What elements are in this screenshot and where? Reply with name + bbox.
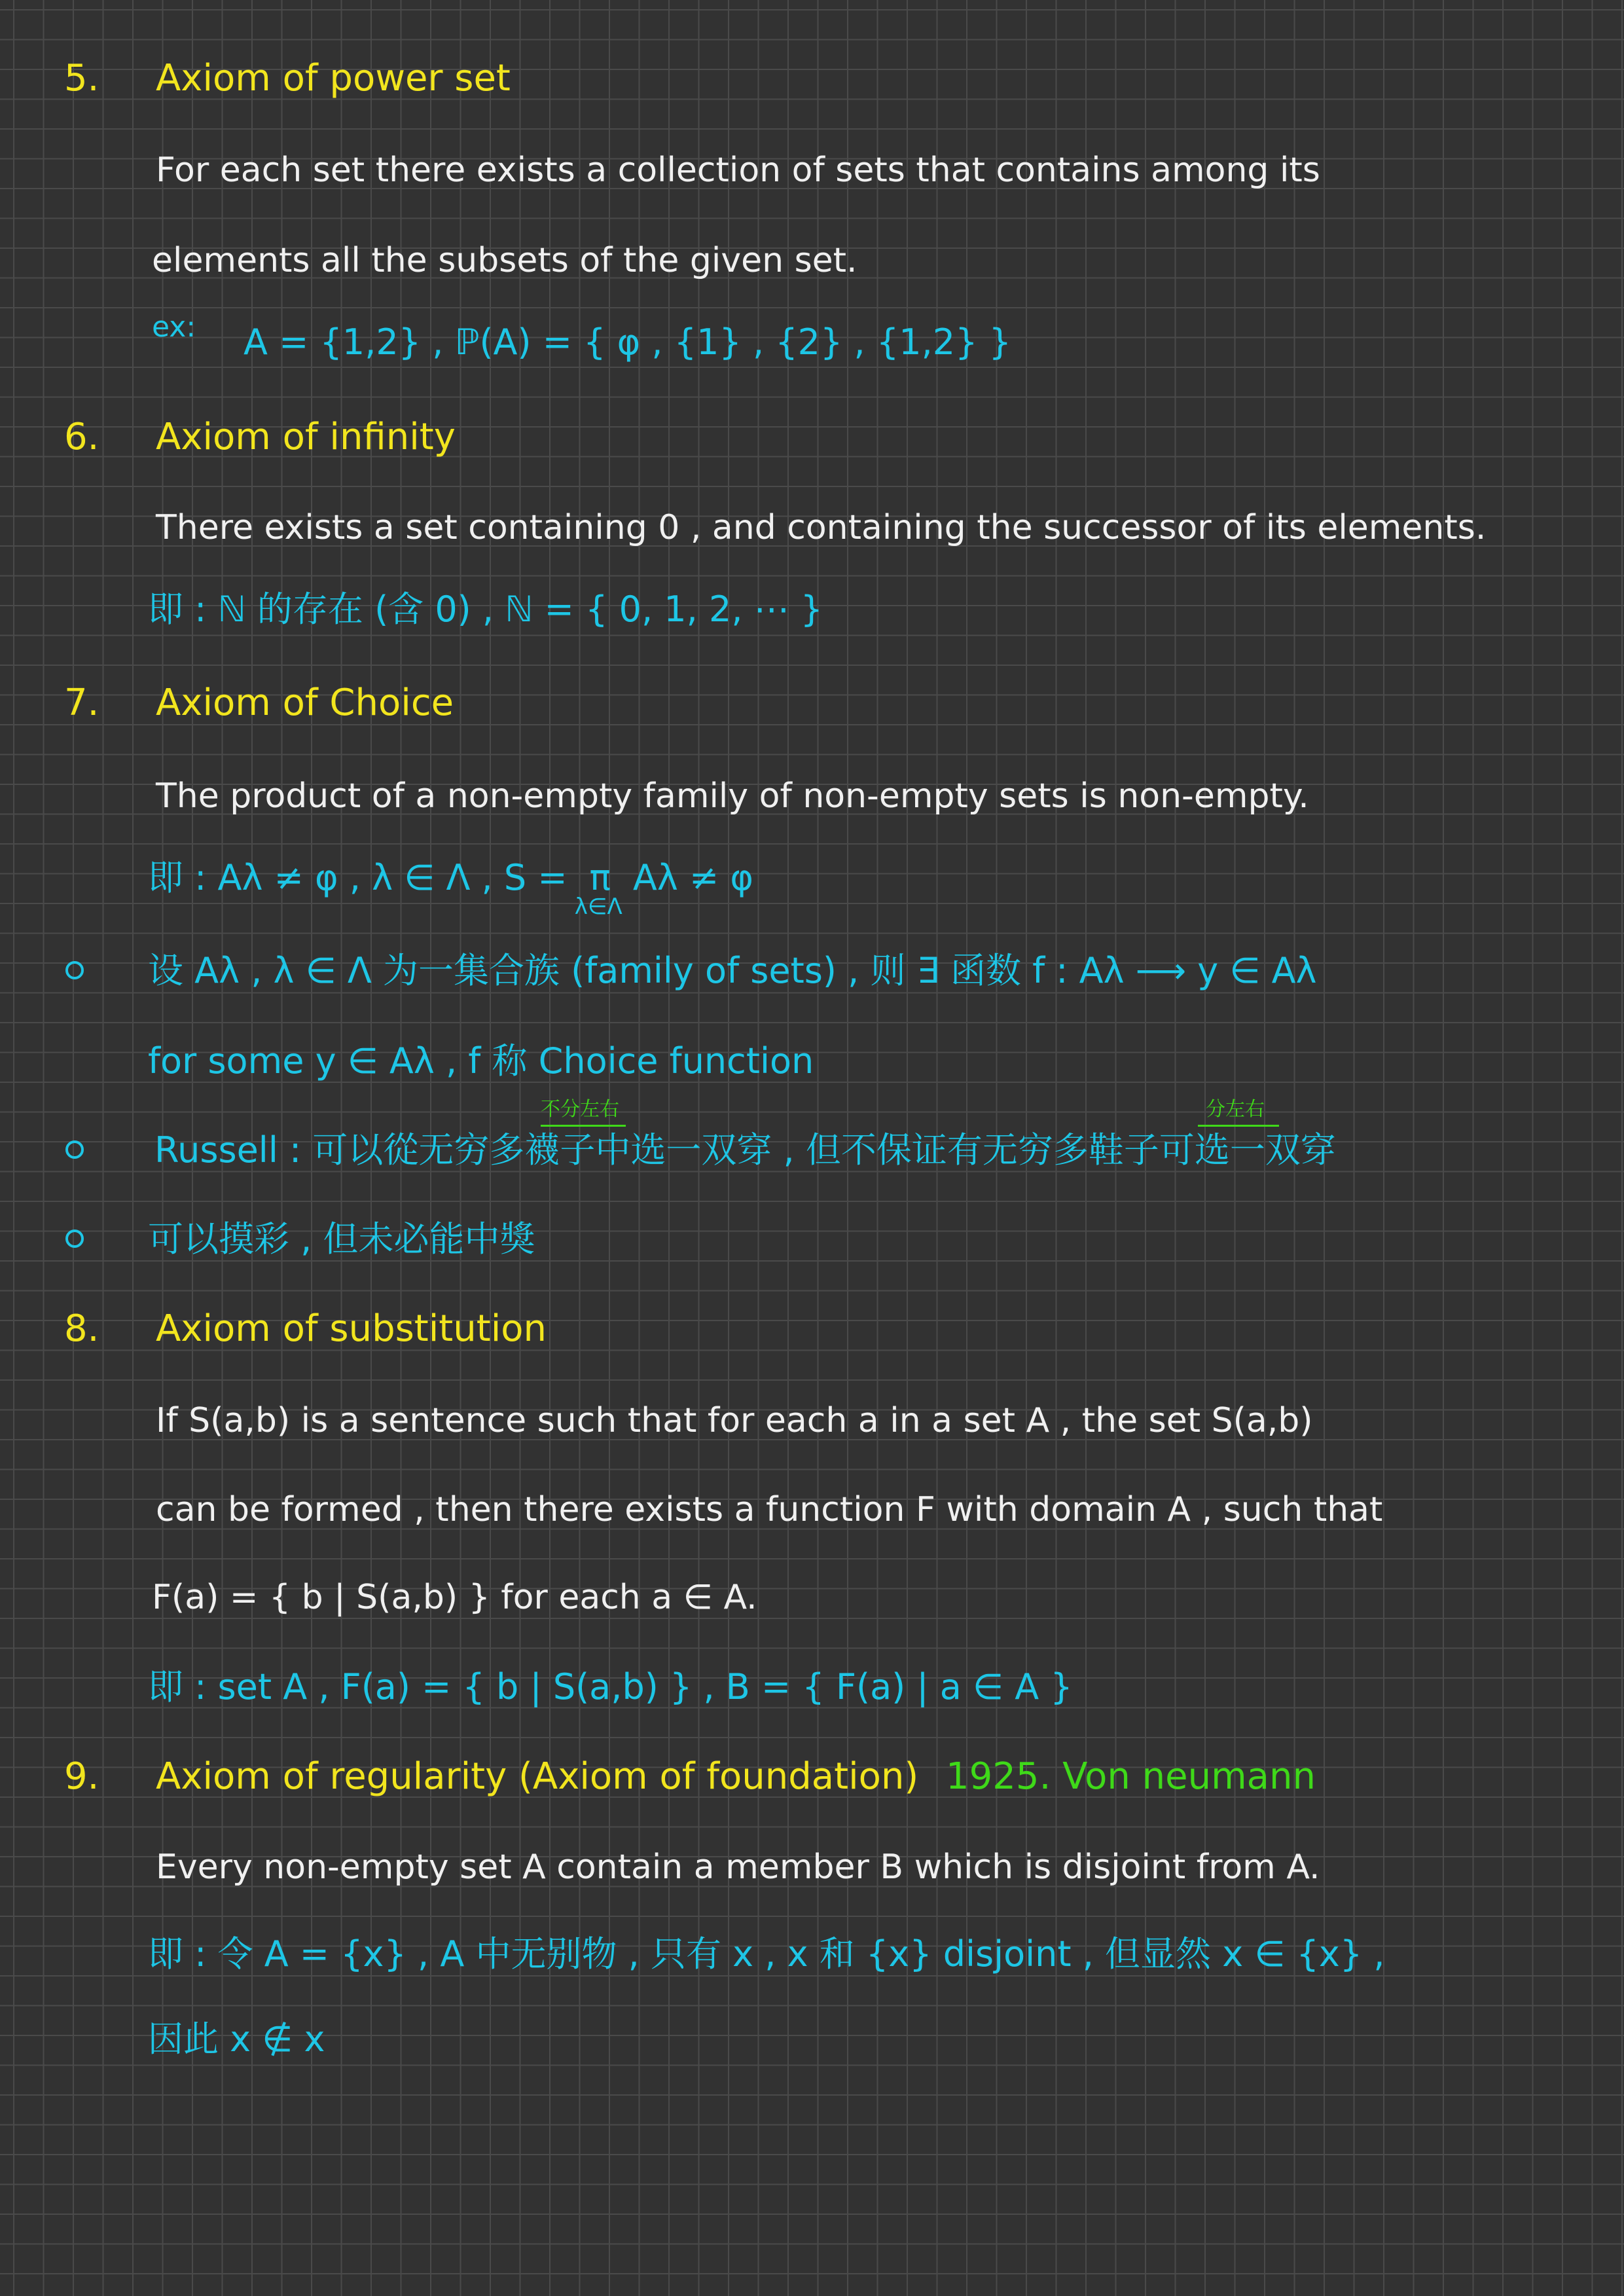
choice-note-lead: 即 : Aλ ≠ φ , λ ∈ Λ , S =: [148, 857, 568, 898]
section-6-title: Axiom of infinity: [156, 416, 456, 458]
power-set-example: A = {1,2} , ℙ(A) = { φ , {1} , {2} , {1,2} }: [244, 321, 1011, 363]
section-9-title: Axiom of regularity (Axiom of foundation): [156, 1755, 919, 1798]
section-5-line-1: For each set there exists a collection of sets that contains among its: [156, 151, 1320, 190]
russell-lead: Russell : 可以從无穷多: [154, 1129, 525, 1171]
socks-annotation: 不分左右: [541, 1098, 619, 1121]
section-7-note: [148, 857, 754, 920]
section-7-line-1: The product of a non-empty family of non-empty sets is non-empty.: [156, 776, 1309, 816]
section-9-title-line: [156, 1755, 1316, 1798]
section-9-note-2: 因此 x ∉ x: [148, 2018, 325, 2060]
russell-middle: 中选一双穿 , 但不保证有无穷多: [595, 1129, 1089, 1171]
shoes-word: 鞋子: [1088, 1129, 1159, 1171]
section-6-line-1: There exists a set containing 0 , and containing the successor of its elements.: [156, 508, 1487, 547]
section-9-number: 9.: [64, 1755, 99, 1798]
section-6-number: 6.: [64, 416, 99, 458]
product-index: λ∈Λ: [574, 894, 623, 920]
section-8-line-2: can be formed , then there exists a function F with domain A , such that: [156, 1490, 1383, 1529]
section-7-number: 7.: [64, 682, 99, 724]
choice-function-line-2: for some y ∈ Aλ , f 称 Choice function: [148, 1040, 814, 1082]
example-label: ex:: [152, 310, 196, 344]
product-operator: [574, 857, 623, 920]
section-9-line-1: Every non-empty set A contain a member B which is disjoint from A.: [156, 1848, 1320, 1887]
section-5-title: Axiom of power set: [156, 57, 511, 100]
section-8-title: Axiom of substitution: [156, 1307, 547, 1350]
bullet-marker: [65, 961, 84, 979]
choice-function-line-1: 设 Aλ , λ ∈ Λ 为一集合族 (family of sets) , 则 ∃ 函数 f : Aλ ⟶ y ∈ Aλ: [148, 950, 1317, 991]
section-9-year-note: 1925. Von neumann: [946, 1755, 1316, 1798]
section-8-line-1: If S(a,b) is a sentence such that for each a in a set A , the set S(a,b): [156, 1401, 1313, 1440]
section-8-line-3: F(a) = { b | S(a,b) } for each a ∈ A.: [152, 1578, 757, 1617]
section-8-number: 8.: [64, 1307, 99, 1350]
shoes-underline: [1198, 1125, 1279, 1127]
russell-tail: 可选一双穿: [1159, 1129, 1336, 1171]
socks-underline: [541, 1125, 626, 1127]
product-symbol: π: [589, 857, 611, 898]
section-8-note: 即 : set A , F(a) = { b | S(a,b) } , B = { F(a) | a ∈ A }: [148, 1666, 1073, 1707]
section-5-number: 5.: [64, 57, 99, 100]
socks-word: 襪子: [524, 1129, 596, 1171]
russell-analogy: [154, 1129, 1336, 1171]
section-9-note-1: 即 : 令 A = {x} , A 中无别物 , 只有 x , x 和 {x} disjoint , 但显然 x ∈ {x} ,: [148, 1933, 1385, 1975]
bullet-marker: [65, 1230, 84, 1248]
section-5-line-2: elements all the subsets of the given set.: [152, 241, 857, 280]
shoes-annotation: 分左右: [1206, 1098, 1265, 1121]
bullet-marker: [65, 1140, 84, 1159]
lottery-analogy: 可以摸彩 , 但未必能中獎: [148, 1218, 535, 1260]
section-7-title: Axiom of Choice: [156, 682, 454, 724]
section-6-note: 即 : ℕ 的存在 (含 0) , ℕ = { 0, 1, 2, ⋯ }: [148, 589, 823, 630]
choice-note-tail: Aλ ≠ φ: [632, 857, 754, 898]
